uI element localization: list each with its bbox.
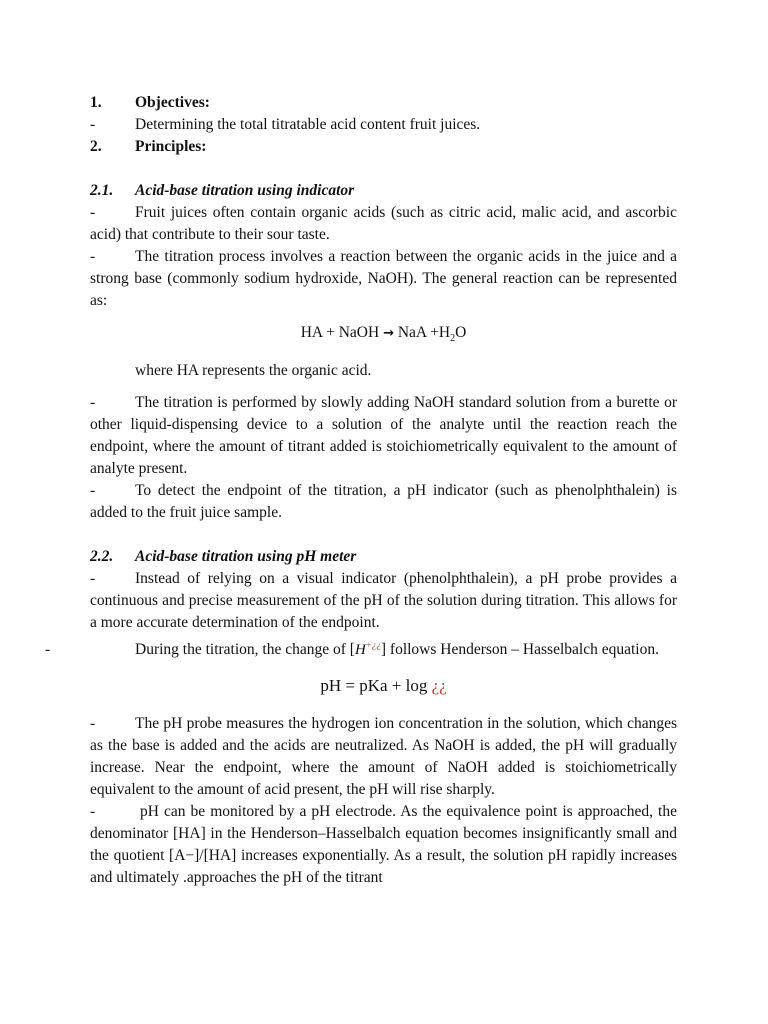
henderson-hasselbalch-equation: pH = pKa + log ¿¿ xyxy=(320,676,447,696)
arrow-right-icon: → xyxy=(383,326,394,341)
paragraph-ph-probe: - Instead of relying on a visual indicator (phenolphthalein), a pH probe provides a continuous and precise measurement of the pH of the solution during titration. This allows for a more accurate determination of the endpoint. xyxy=(90,570,677,632)
spacer xyxy=(90,382,677,392)
hydrogen-ion-symbol: H+¿¿ xyxy=(354,640,381,659)
objective-item: - Determining the total titratable acid content fruit juices. xyxy=(90,116,481,133)
paragraph-organic-acids: - Fruit juices often contain organic acids (such as citric acid, malic acid, and ascorbic acid) that contribute to their sour taste. xyxy=(90,204,677,243)
paragraph-endpoint-indicator: - To detect the endpoint of the titration, a pH indicator (such as phenolphthalein) is added to the fruit juice sample. xyxy=(90,482,677,522)
document-body xyxy=(45,92,677,889)
paragraph-titration-procedure: - The titration is performed by slowly adding NaOH standard solution from a burette or other liquid-dispensing device to a solution of the analyte until the reaction reach the endpoint, where the amount of titrant added is stoichiometrically equivalent to the amount of analyte present. xyxy=(90,394,677,478)
blank-line xyxy=(90,524,677,546)
paragraph-ph-electrode: - pH can be monitored by a pH electrode. As the equivalence point is approached, the denominator [HA] in the Henderson–Hasselbalch equation becomes insignificantly small and the quotient [A−]/[HA] increases exponentially. As a result, the solution pH rapidly increases and ultimately .approaches the pH of the titrant xyxy=(90,803,677,887)
section-heading-objectives: 1. Objectives: xyxy=(90,94,210,111)
where-note: where HA represents the organic acid. xyxy=(135,362,372,380)
blank-line xyxy=(90,158,677,180)
section-heading-principles: 2. Principles: xyxy=(90,138,207,155)
subsection-heading-ph-meter: 2.2. Acid-base titration using pH meter xyxy=(90,548,357,566)
subsection-heading-indicator: 2.1. Acid-base titration using indicator xyxy=(90,182,355,199)
paragraph-ph-measurement: - The pH probe measures the hydrogen ion concentration in the solution, which changes as the base is added and the acids are neutralized. As NaOH is added, the pH will gradually increase. Near the endpoint, where the amount of NaOH added is stoichiometrically equivalent to the amount of acid present, the pH will rise sharply. xyxy=(90,715,677,799)
paragraph-titration-process: - The titration process involves a reaction between the organic acids in the juice and a strong base (commonly sodium hydroxide, NaOH). The general reaction can be represented as: xyxy=(90,248,677,309)
reaction-equation: HA + NaOH → NaA $+H_2O$ xyxy=(300,324,467,345)
paragraph-henderson: - During the titration, the change of [H+¿¿] follows Henderson – Hasselbalch equation. xyxy=(45,640,659,659)
